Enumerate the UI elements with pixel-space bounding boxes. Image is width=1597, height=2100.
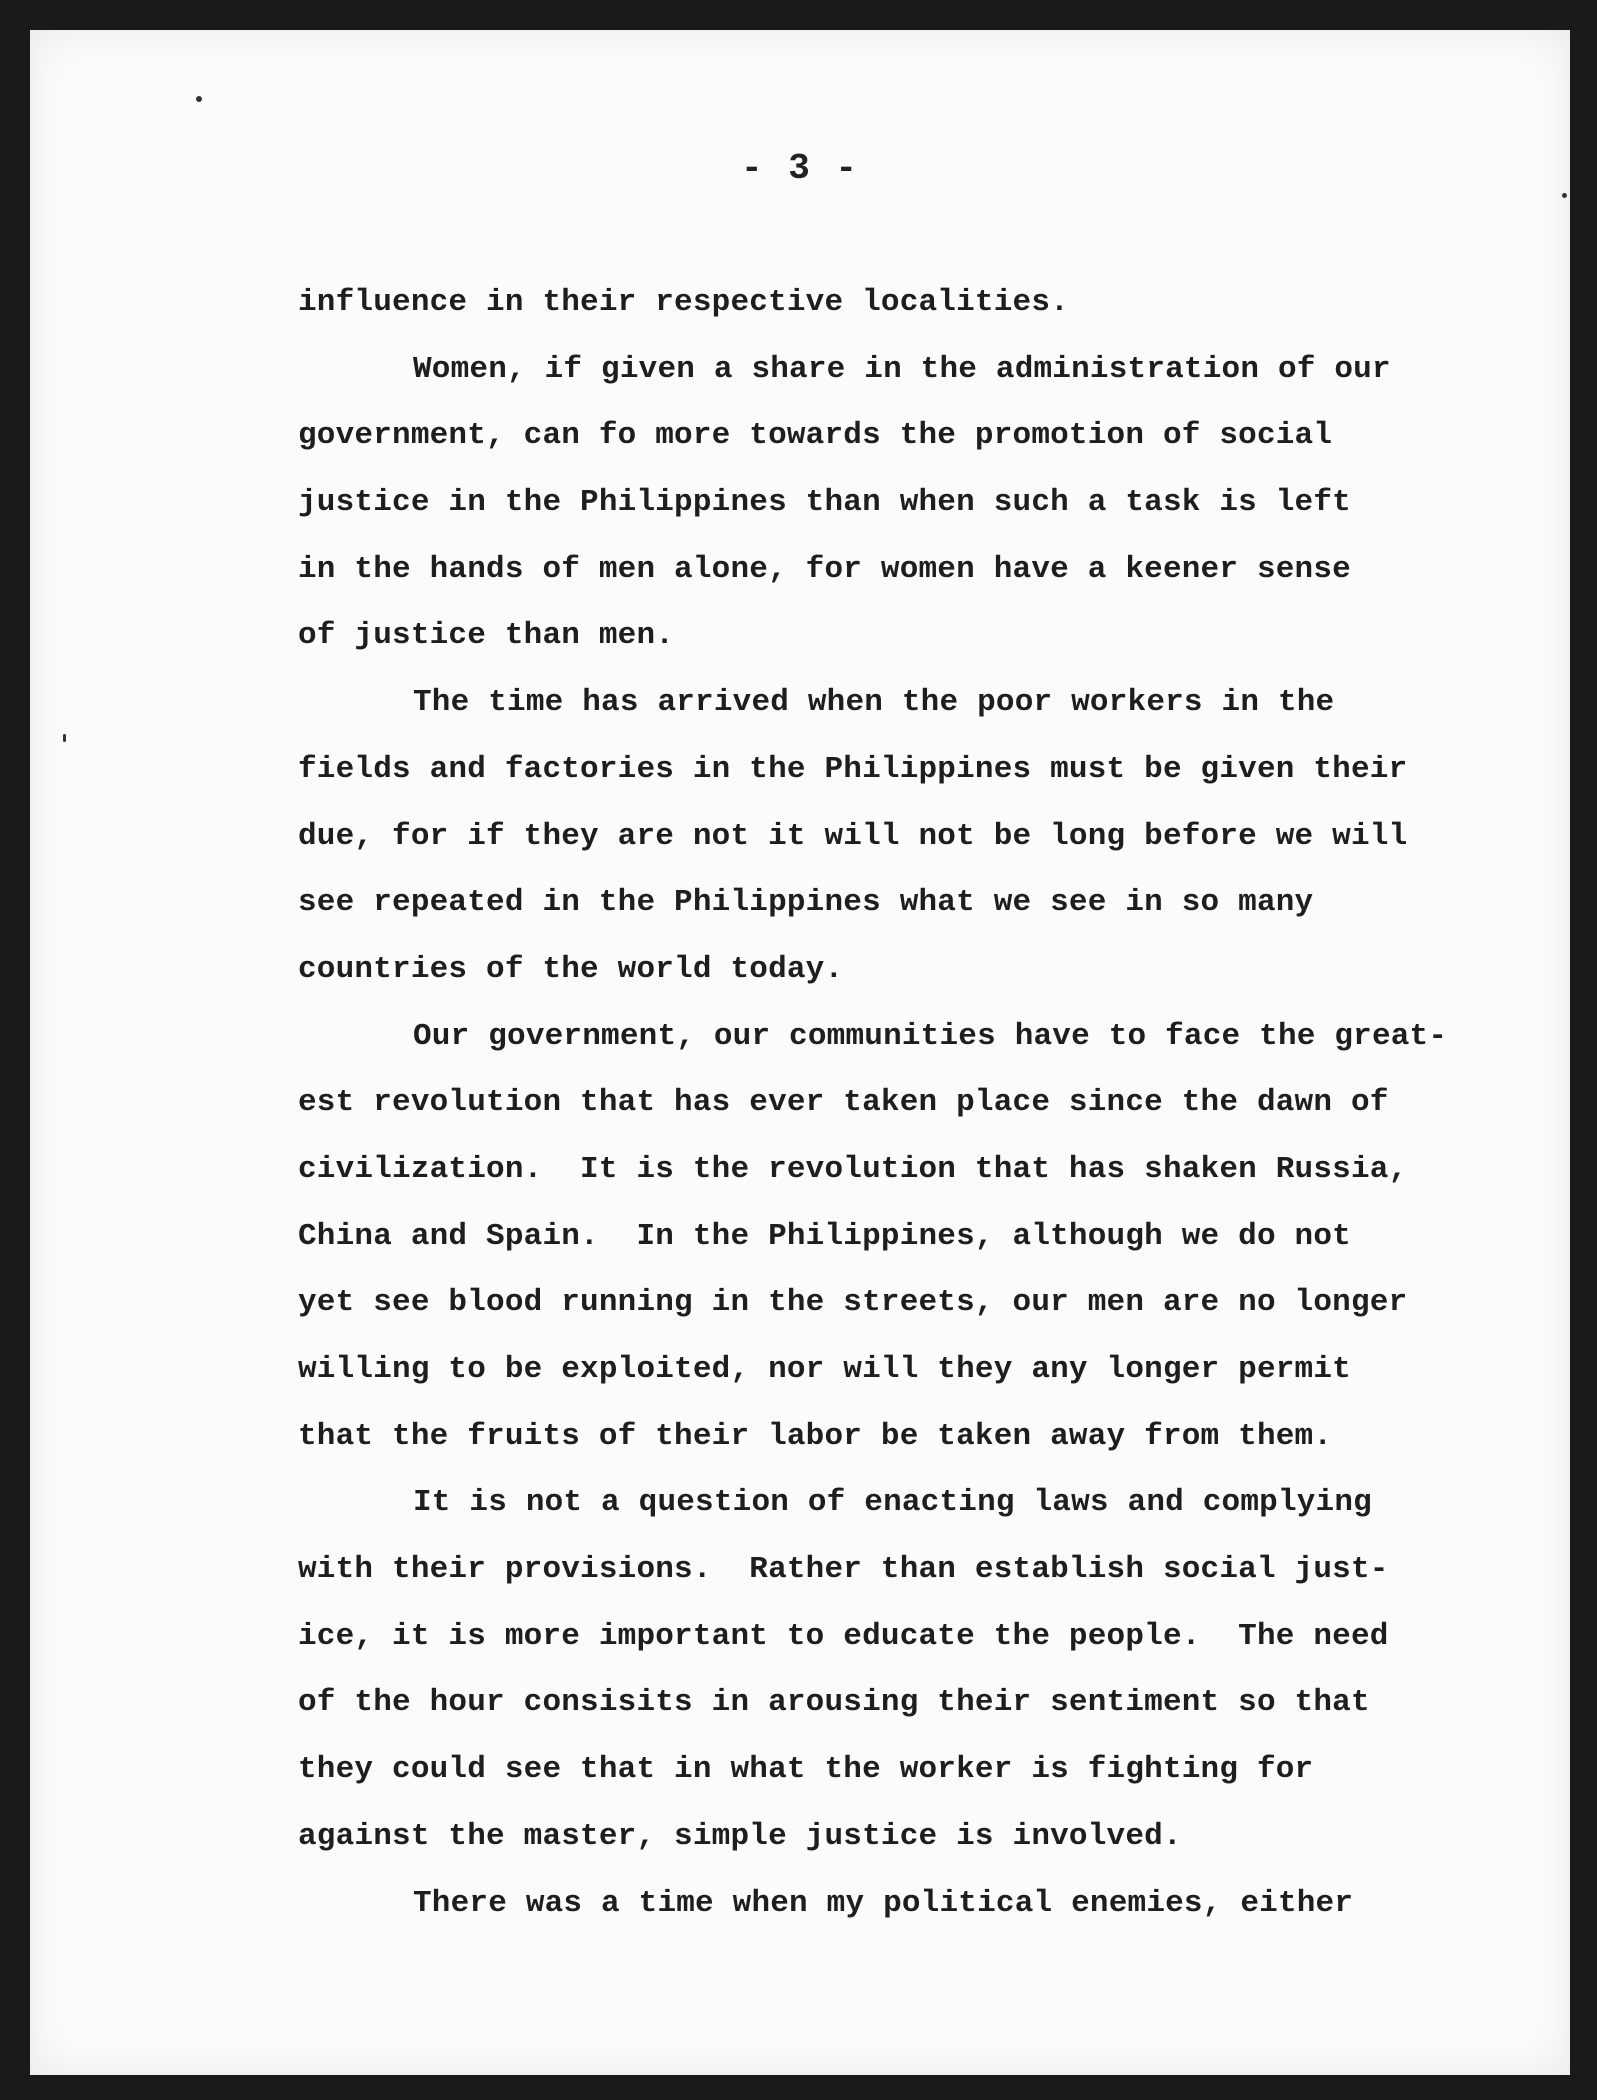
text-line: that the fruits of their labor be taken away from them. <box>298 1418 1333 1454</box>
text-line: of justice than men. <box>298 618 675 654</box>
page-number: - 3 - <box>740 148 860 189</box>
text-line: yet see blood running in the streets, our men are no longer <box>298 1285 1408 1321</box>
text-line: against the master, simple justice is involved. <box>298 1818 1182 1854</box>
text-line: due, for if they are not it will not be long before we will <box>298 818 1408 854</box>
text-line: The time has arrived when the poor workers in the <box>413 685 1335 721</box>
text-line: of the hour consisits in arousing their sentiment so that <box>298 1685 1370 1721</box>
ink-speck <box>63 734 66 742</box>
ink-speck <box>196 96 202 102</box>
text-line: There was a time when my political enemies, either <box>413 1885 1354 1921</box>
document-body <box>298 270 1498 1937</box>
text-line: est revolution that has ever taken place since the dawn of <box>298 1085 1389 1121</box>
text-line: ice, it is more important to educate the people. The need <box>298 1618 1389 1654</box>
text-line: they could see that in what the worker is fighting for <box>298 1752 1314 1788</box>
text-line: Women, if given a share in the administration of our <box>413 351 1391 387</box>
text-line: Our government, our communities have to face the great- <box>413 1018 1448 1054</box>
text-line: see repeated in the Philippines what we see in so many <box>298 885 1314 921</box>
text-line: influence in their respective localities. <box>298 285 1069 320</box>
text-line: with their provisions. Rather than establish social just- <box>298 1552 1389 1588</box>
ink-speck <box>1562 193 1567 198</box>
document-page <box>30 30 1570 2075</box>
text-line: justice in the Philippines than when such a task is left <box>298 485 1351 521</box>
text-line: civilization. It is the revolution that has shaken Russia, <box>298 1151 1408 1187</box>
text-line: It is not a question of enacting laws and complying <box>413 1485 1372 1521</box>
text-line: China and Spain. In the Philippines, although we do not <box>298 1218 1351 1254</box>
text-line: in the hands of men alone, for women have a keener sense <box>298 551 1351 587</box>
text-line: fields and factories in the Philippines must be given their <box>298 751 1408 787</box>
text-line: countries of the world today. <box>298 951 844 987</box>
text-line: government, can fo more towards the promotion of social <box>298 418 1333 454</box>
text-line: willing to be exploited, nor will they any longer permit <box>298 1352 1351 1387</box>
